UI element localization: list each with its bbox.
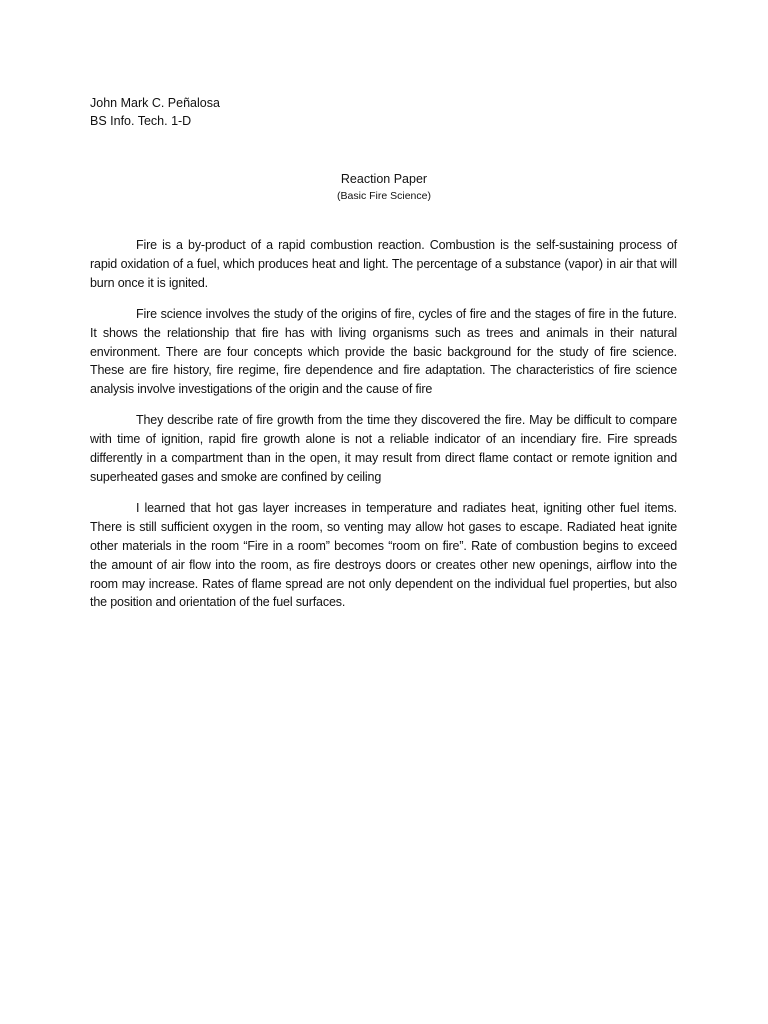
paragraph-4: I learned that hot gas layer increases in temperature and radiates heat, igniting other fuel items. There is still sufficient oxygen in the room, so venting may allow hot gases to escape. Radiated heat ignite other materials in the room “Fire in a room” becomes “room on fire”. Rate of combustion begins to exceed the amount of air flow into the room, as fire destroys doors or creates other new openings, airflow into the room may increase. Rates of flame spread are not only dependent on the individual fuel properties, but also the position and orientation of the fuel surfaces. (90, 500, 677, 610)
paragraph-2: Fire science involves the study of the origins of fire, cycles of fire and the stages of fire in the future. It shows the relationship that fire has with living organisms such as trees and animals in their natural environment. There are four concepts which provide the basic background for the study of fire science. These are fire history, fire regime, fire dependence and fire adaptation. The characteristics of fire science analysis involve investigations of the origin and the cause of fire (90, 306, 677, 397)
document-title: Reaction Paper (340, 172, 428, 186)
title-block (0, 170, 768, 204)
paragraph-1: Fire is a by-product of a rapid combustion reaction. Combustion is the self-sustaining process of rapid oxidation of a fuel, which produces heat and light. The percentage of a substance (vapor) in air that will burn once it is ignited. (90, 238, 677, 290)
author-block (90, 94, 220, 130)
document-subtitle: (Basic Fire Science) (337, 190, 431, 202)
body-text (90, 236, 677, 624)
paragraph-3: They describe rate of fire growth from the time they discovered the fire. May be difficult to compare with time of ignition, rapid fire growth alone is not a reliable indicator of an incendiary fire. Fire spreads differently in a compartment than in the open, it may result from direct flame contact or remote ignition and superheated gases and smoke are confined by ceiling (90, 413, 677, 484)
author-name: John Mark C. Peñalosa (90, 96, 220, 110)
author-program: BS Info. Tech. 1-D (90, 114, 192, 128)
